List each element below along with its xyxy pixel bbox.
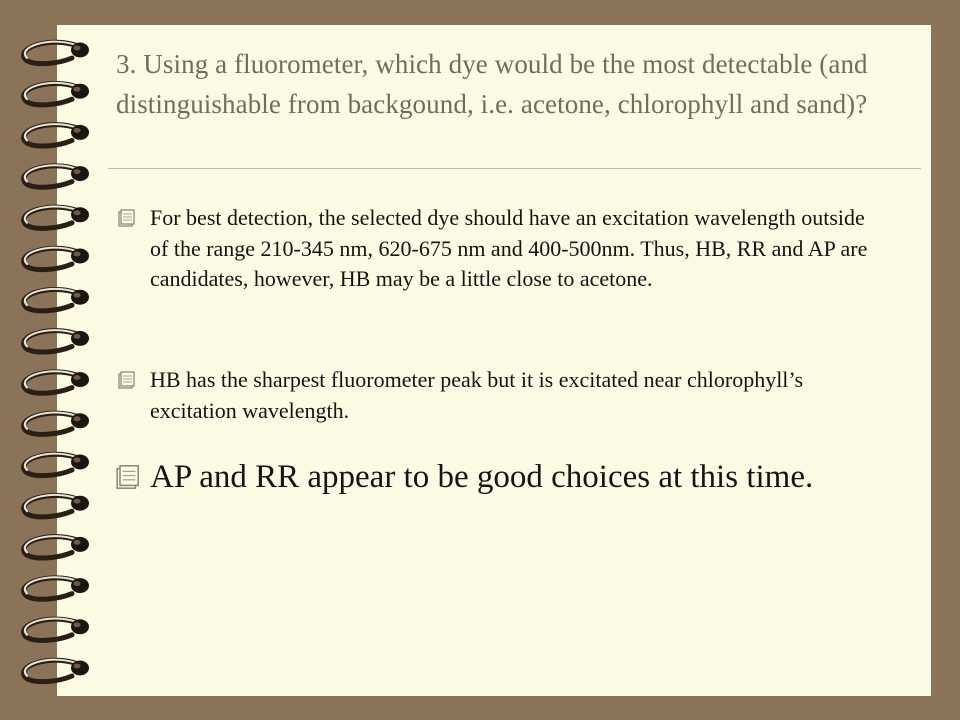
slide-title: 3. Using a fluorometer, which dye would be the most detectable (and distinguishable from backgound, i.e. acetone, chlorophyll and sand)? (116, 49, 868, 119)
notepad-bullet-icon (117, 208, 135, 228)
bullet-text: For best detection, the selected dye should have an excitation wavelength outside of the range 210-345 nm, 620-675 nm and 400-500nm. Thus, HB, RR and AP are candidates, however, HB may be a little close to acetone. (150, 205, 868, 291)
notepad-bullet-icon (117, 370, 135, 390)
bullet-text: HB has the sharpest fluorometer peak but it is excitated near chlorophyll’s excitation wavelength. (150, 367, 804, 423)
notepad-bullet-icon (114, 463, 140, 491)
bullet-text: AP and RR appear to be good choices at this time. (150, 459, 814, 495)
